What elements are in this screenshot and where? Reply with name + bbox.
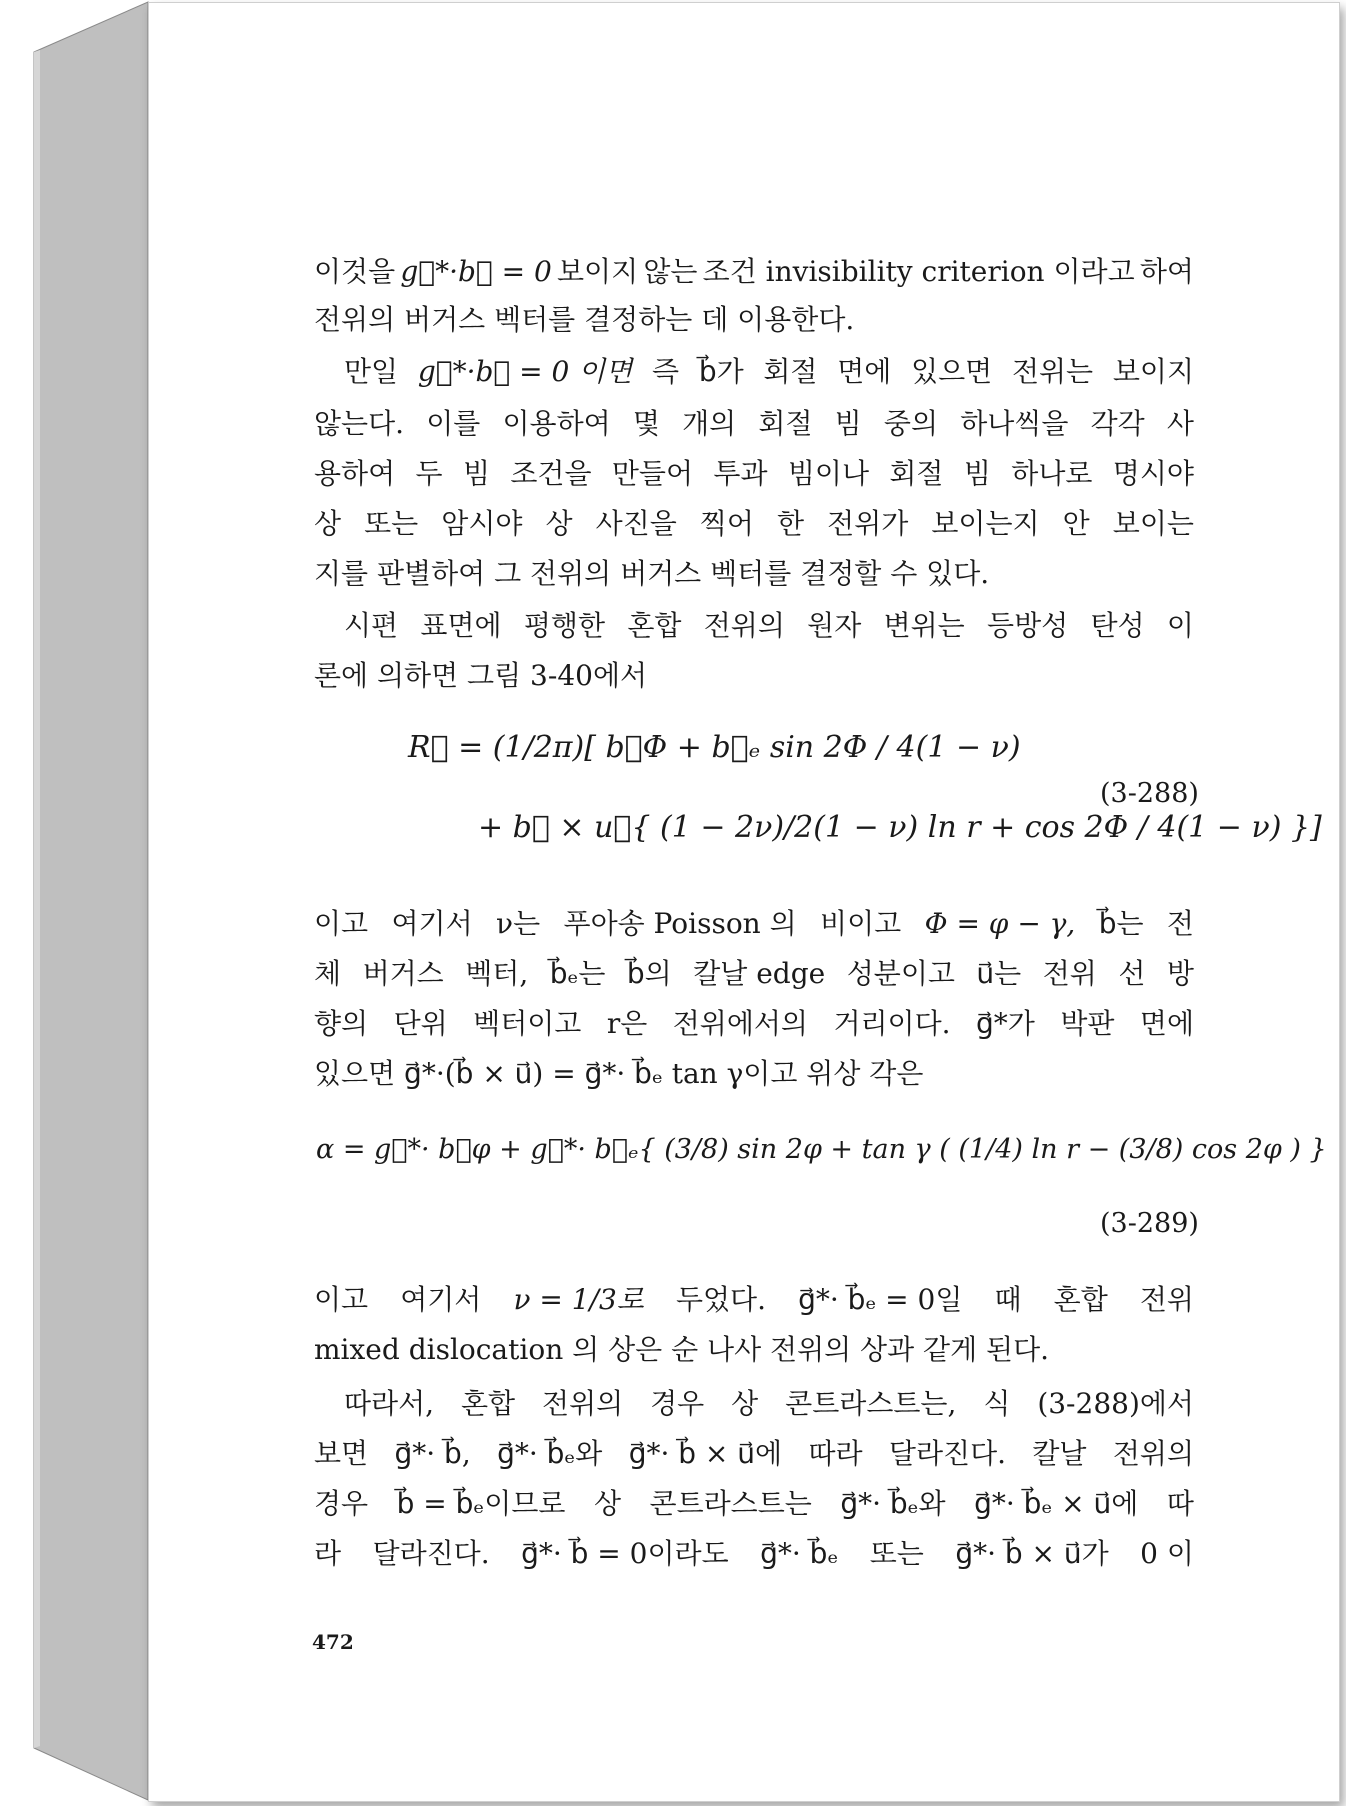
text-line: 체 버거스 벡터, b⃗ₑ는 b⃗의 칼날 edge 성분이고 u⃗는 전위 선 방 [314, 957, 1194, 990]
text-line: 지를 판별하여 그 전위의 버거스 벡터를 결정할 수 있다. [314, 557, 990, 590]
text-line: 있으면 g⃗*·(b⃗ × u⃗) = g⃗*· b⃗ₑ tan γ이고 위상 각은 [314, 1057, 924, 1090]
text-line: 만일 g⃗*·b⃗ = 0 이면 즉 b⃗가 회절 면에 있으면 전위는 보이지 [344, 355, 1194, 388]
text-line: 이고 여기서 ν는 푸아송 Poisson 의 비이고 Φ = φ − γ, b⃗는 전 [314, 907, 1194, 940]
equation-3-288-line2: + b⃗ × u⃗{ (1 − 2ν)/2(1 − ν) ln r + cos 2Φ / 4(1 − ν) }] [478, 810, 1322, 845]
page-number: 472 [312, 1630, 354, 1654]
text-line: 경우 b⃗ = b⃗ₑ이므로 상 콘트라스트는 g⃗*· b⃗ₑ와 g⃗*· b⃗ₑ × u⃗에 따 [314, 1487, 1194, 1520]
text-line: 시편 표면에 평행한 혼합 전위의 원자 변위는 등방성 탄성 이 [344, 609, 1194, 642]
text-line: 라 달라진다. g⃗*· b⃗ = 0이라도 g⃗*· b⃗ₑ 또는 g⃗*· b⃗ × u⃗가 0 이 [314, 1537, 1194, 1570]
equation-3-289: α = g⃗*· b⃗φ + g⃗*· b⃗ₑ{ (3/8) sin 2φ + tan γ ( (1/4) ln r − (3/8) cos 2φ ) } [316, 1134, 1327, 1165]
book-spine [0, 0, 160, 1806]
equation-number: (3-288) [1100, 778, 1199, 809]
text-line: 따라서, 혼합 전위의 경우 상 콘트라스트는, 식 (3-288)에서 [344, 1387, 1194, 1420]
text-line: 않는다. 이를 이용하여 몇 개의 회절 빔 중의 하나씩을 각각 사 [314, 407, 1194, 440]
text-line: 향의 단위 벡터이고 r은 전위에서의 거리이다. g⃗*가 박판 면에 [314, 1007, 1194, 1040]
text-line: 용하여 두 빔 조건을 만들어 투과 빔이나 회절 빔 하나로 명시야 [314, 457, 1194, 490]
equation-3-288-line1: R⃗ = (1/2π)[ b⃗Φ + b⃗ₑ sin 2Φ / 4(1 − ν) [408, 730, 1021, 765]
text-line: 보면 g⃗*· b⃗, g⃗*· b⃗ₑ와 g⃗*· b⃗ × u⃗에 따라 달라진다. 칼날 전위의 [314, 1437, 1194, 1470]
text-line: 이고 여기서 ν = 1/3로 두었다. g⃗*· b⃗ₑ = 0일 때 혼합 전위 [314, 1283, 1194, 1316]
text-line: mixed dislocation 의 상은 순 나사 전위의 상과 같게 된다. [314, 1333, 1050, 1366]
equation-number: (3-289) [1100, 1208, 1199, 1239]
text-line: 전위의 버거스 벡터를 결정하는 데 이용한다. [314, 303, 855, 336]
text-line: 론에 의하면 그림 3-40에서 [314, 659, 648, 692]
text-line: 상 또는 암시야 상 사진을 찍어 한 전위가 보이는지 안 보이는 [314, 507, 1194, 540]
text-line: 이것을 g⃗*·b⃗ = 0 보이지 않는 조건 invisibility criterion 이라고 하여 [314, 255, 1194, 288]
